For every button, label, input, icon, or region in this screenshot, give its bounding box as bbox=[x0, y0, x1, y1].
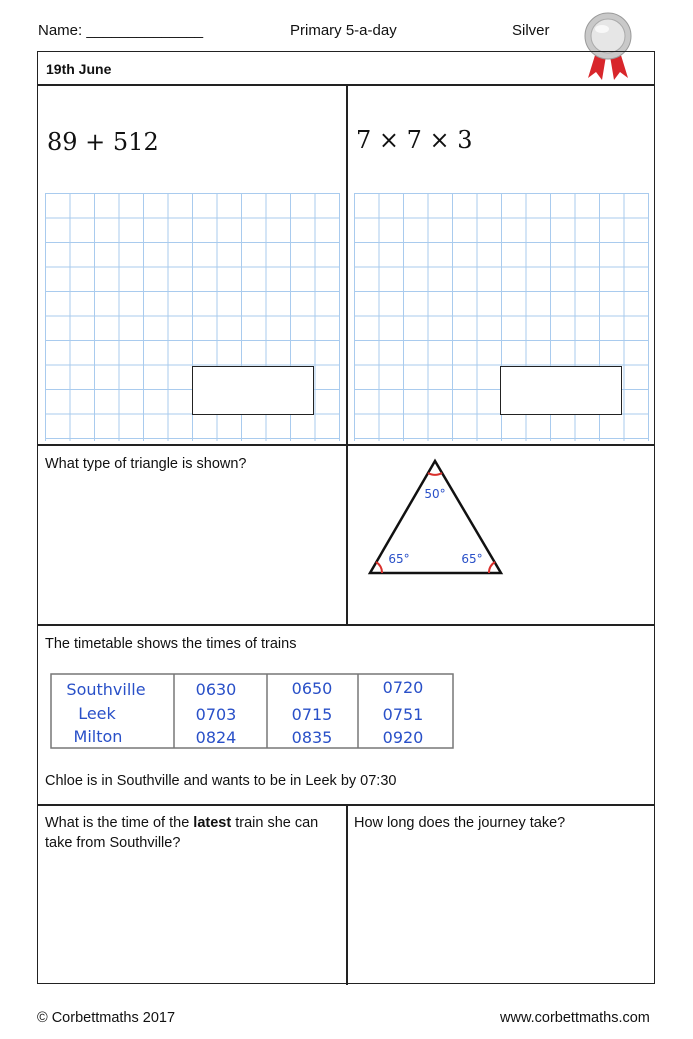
time-cell: 0751 bbox=[382, 705, 424, 724]
angle-label-right: 65° bbox=[461, 552, 483, 566]
q1-expression: 89 + 512 bbox=[47, 128, 159, 156]
angle-label-top: 50° bbox=[424, 487, 446, 501]
worksheet-title: Primary 5-a-day bbox=[290, 22, 397, 39]
time-cell: 0920 bbox=[382, 728, 424, 747]
angle-label-left: 65° bbox=[388, 552, 410, 566]
divider bbox=[346, 84, 348, 624]
time-cell: 0650 bbox=[291, 679, 333, 698]
time-cell: 0703 bbox=[195, 705, 237, 724]
train-timetable bbox=[50, 673, 454, 749]
divider bbox=[38, 444, 654, 446]
station-name: Milton bbox=[73, 727, 123, 746]
time-cell: 0630 bbox=[195, 680, 237, 699]
station-name: Leek bbox=[78, 704, 116, 723]
q3-question: What type of triangle is shown? bbox=[45, 456, 247, 472]
date-label: 19th June bbox=[46, 61, 112, 77]
triangle-diagram bbox=[362, 454, 508, 582]
answer-box-q1[interactable] bbox=[192, 366, 314, 415]
time-cell: 0720 bbox=[382, 678, 424, 697]
q4-intro: The timetable shows the times of trains bbox=[45, 636, 297, 652]
worksheet-frame bbox=[37, 51, 655, 984]
answer-box-q2[interactable] bbox=[500, 366, 622, 415]
station-name: Southville bbox=[66, 680, 146, 699]
q4a-emphasis: latest bbox=[193, 815, 232, 831]
copyright: © Corbettmaths 2017 bbox=[37, 1010, 176, 1026]
level-label: Silver bbox=[512, 22, 550, 39]
q4a-question bbox=[45, 813, 341, 853]
time-cell: 0715 bbox=[291, 705, 333, 724]
divider bbox=[346, 804, 348, 985]
q2-expression: 7 × 7 × 3 bbox=[356, 126, 473, 154]
q4a-text: train she can take from Southville? bbox=[45, 815, 319, 851]
q4b-question: How long does the journey take? bbox=[354, 815, 566, 831]
name-field-label: Name: ______________ bbox=[38, 22, 204, 39]
time-cell: 0824 bbox=[195, 728, 237, 747]
q4a-text: What is the time of the bbox=[45, 815, 194, 831]
divider bbox=[38, 624, 654, 626]
q4-context: Chloe is in Southville and wants to be in Leek by 07:30 bbox=[45, 773, 397, 789]
time-cell: 0835 bbox=[291, 728, 333, 747]
website: www.corbettmaths.com bbox=[500, 1010, 650, 1026]
